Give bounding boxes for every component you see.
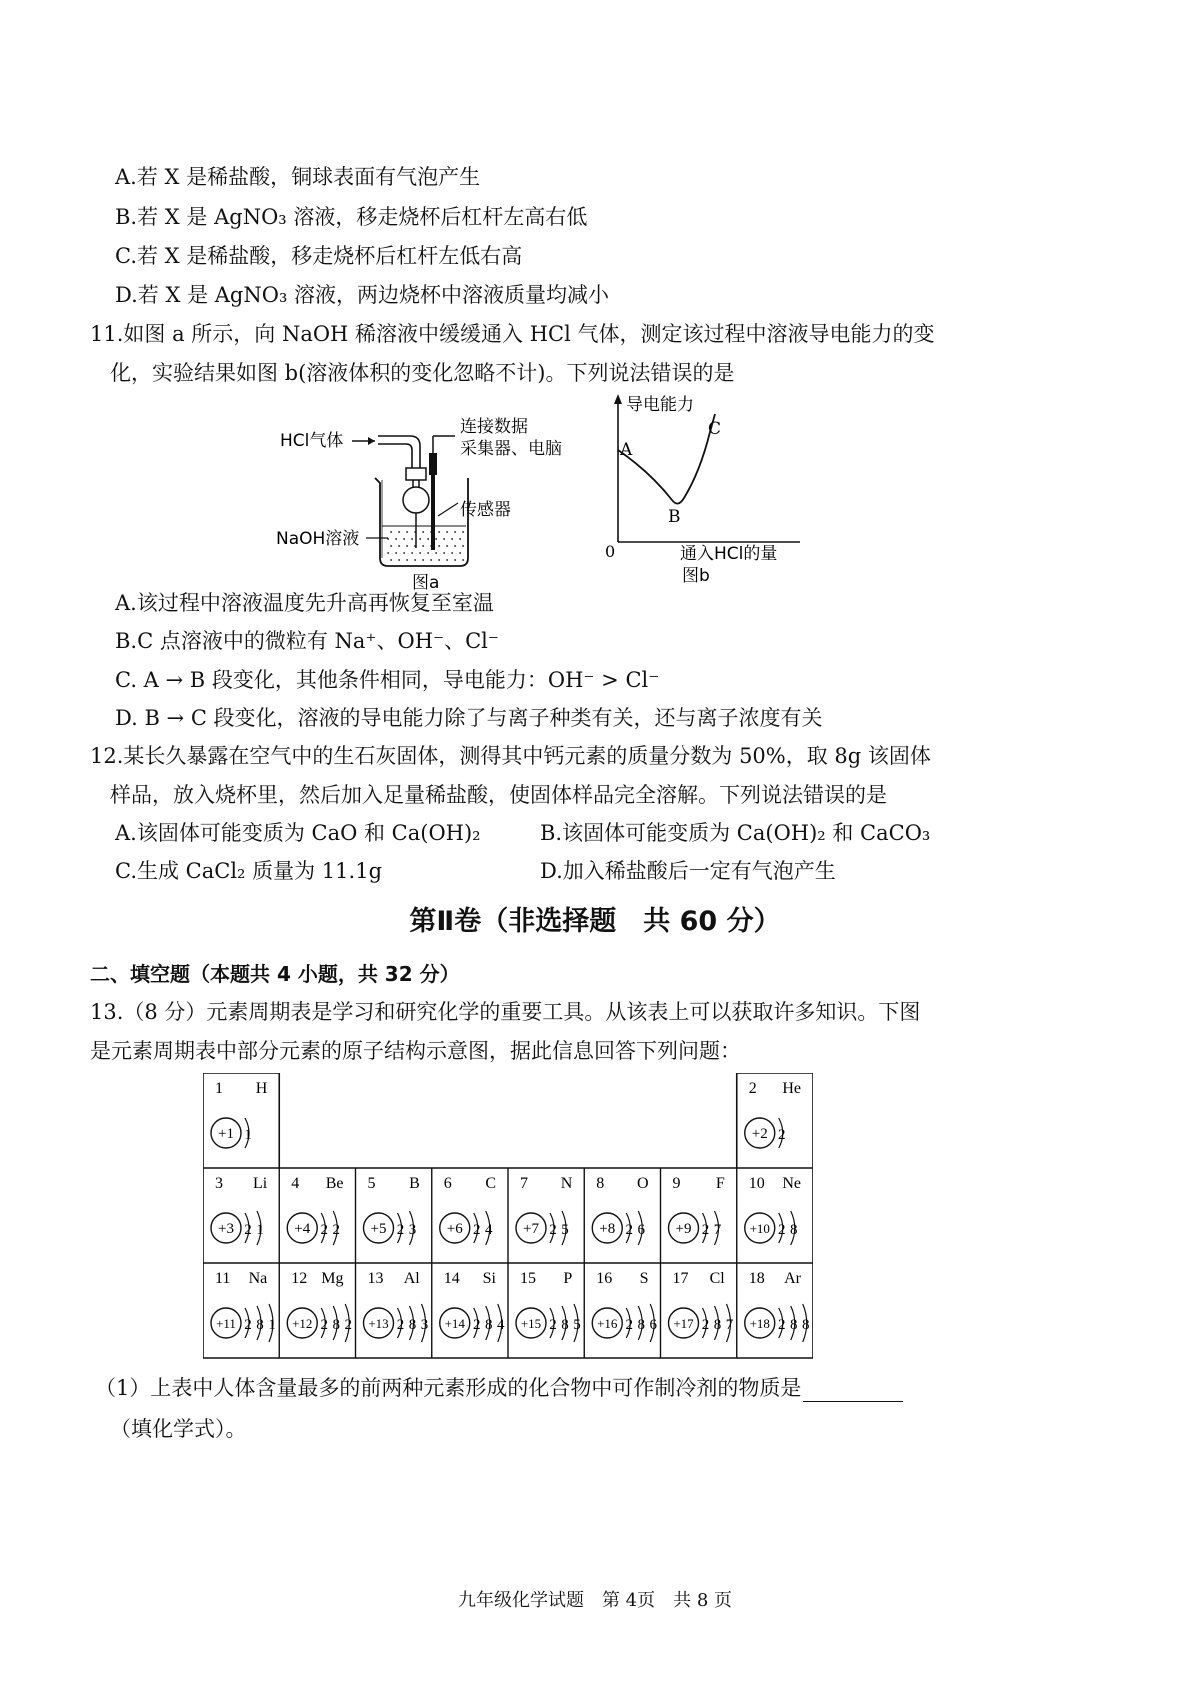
hcl-gas-label: HCl气体 [280, 431, 344, 451]
q13-stem-line1: 13.（8 分）元素周期表是学习和研究化学的重要工具。从该表上可以获取许多知识。下图 [90, 1000, 921, 1024]
element-symbol: C [485, 1175, 496, 1192]
electron-count: 2 [701, 1317, 710, 1333]
q13-sub1-text: （1）上表中人体含量最多的前两种元素形成的化合物中可作制冷剂的物质是 [95, 1376, 802, 1400]
element-cell-cl [669, 1270, 734, 1342]
atomic-number: 6 [443, 1175, 452, 1192]
element-symbol: Li [253, 1175, 268, 1192]
electron-count: 2 [332, 1222, 340, 1238]
electron-count: 4 [497, 1317, 505, 1333]
atomic-number: 12 [291, 1270, 308, 1287]
q11-stem-line2: 化，实验结果如图 b(溶液体积的变化忽略不计)。下列说法错误的是 [110, 361, 735, 385]
element-symbol: B [409, 1175, 420, 1192]
element-cell-f [669, 1175, 725, 1245]
element-cell-na [211, 1270, 276, 1342]
q12-stem-line2: 样品，放入烧杯里，然后加入足量稀盐酸，使固体样品完全溶解。下列说法错误的是 [110, 783, 887, 807]
q10-option-c: C.若 X 是稀盐酸，移走烧杯后杠杆左低右高 [115, 244, 523, 268]
nuclear-charge: +9 [675, 1221, 692, 1237]
nuclear-charge: +6 [446, 1221, 463, 1237]
electron-count: 8 [561, 1317, 569, 1333]
electron-count: 2 [320, 1317, 328, 1333]
element-cell-ar [745, 1270, 810, 1342]
electron-count: 2 [396, 1222, 405, 1238]
q13-stem-line2: 是元素周期表中部分元素的原子结构示意图，据此信息回答下列问题： [90, 1039, 741, 1063]
answer-blank[interactable] [803, 1381, 903, 1402]
periodic-table-diagram [203, 1073, 813, 1359]
element-cell-be [287, 1175, 343, 1245]
point-a-label: A [620, 440, 633, 460]
element-cell-ne [745, 1175, 801, 1245]
q10-option-d: D.若 X 是 AgNO₃ 溶液，两边烧杯中溶液质量均减小 [115, 283, 610, 307]
electron-count: 7 [713, 1222, 722, 1238]
atomic-number: 9 [672, 1175, 681, 1192]
electron-count: 2 [396, 1317, 405, 1333]
sensor-label: 传感器 [460, 500, 511, 520]
atomic-number: 1 [215, 1080, 223, 1097]
element-cell-s [592, 1270, 657, 1342]
atomic-number: 15 [520, 1270, 536, 1287]
atomic-number: 13 [367, 1270, 384, 1287]
electron-count: 2 [625, 1317, 633, 1333]
atomic-number: 11 [215, 1270, 231, 1287]
element-cell-al [364, 1270, 429, 1342]
atomic-number: 5 [367, 1175, 376, 1192]
q12-option-d: D.加入稀盐酸后一定有气泡产生 [540, 859, 836, 883]
nuclear-charge: +16 [597, 1316, 618, 1331]
q13-sub1 [95, 1374, 903, 1402]
element-symbol: N [560, 1175, 573, 1192]
solution-dots [387, 531, 464, 561]
electron-count: 2 [549, 1222, 557, 1238]
element-cell-p [516, 1270, 581, 1342]
q12-option-a: A.该固体可能变质为 CaO 和 Ca(OH)₂ [115, 821, 481, 845]
element-symbol: Al [403, 1270, 420, 1287]
electron-count: 8 [485, 1317, 493, 1333]
electron-count: 8 [332, 1317, 340, 1333]
element-symbol: F [715, 1175, 725, 1192]
electron-count: 8 [713, 1317, 722, 1333]
nuclear-charge: +18 [749, 1316, 770, 1331]
element-symbol: S [639, 1270, 649, 1287]
electron-count: 7 [725, 1317, 734, 1333]
nuclear-charge: +10 [749, 1221, 770, 1236]
element-symbol: Ne [782, 1175, 801, 1192]
electron-count: 8 [790, 1222, 798, 1238]
nuclear-charge: +13 [368, 1316, 389, 1331]
nuclear-charge: +11 [216, 1316, 236, 1331]
nuclear-charge: +17 [673, 1316, 694, 1331]
electron-count: 2 [473, 1222, 481, 1238]
electron-count: 8 [790, 1317, 798, 1333]
electron-count: 8 [256, 1317, 264, 1333]
atomic-number: 10 [748, 1175, 765, 1192]
nuclear-charge: +14 [444, 1316, 465, 1331]
electron-count: 2 [549, 1317, 557, 1333]
q11-option-c: C. A → B 段变化，其他条件相同，导电能力：OH⁻ > Cl⁻ [115, 668, 660, 692]
electron-count: 8 [802, 1317, 810, 1333]
element-symbol: He [782, 1080, 801, 1097]
atomic-number: 2 [748, 1080, 757, 1097]
element-symbol: Ar [784, 1270, 801, 1287]
q10-option-b: B.若 X 是 AgNO₃ 溶液，移走烧杯后杠杆左高右低 [115, 205, 588, 229]
electron-count: 2 [344, 1317, 352, 1333]
element-cell-he [745, 1080, 801, 1148]
q12-option-b: B.该固体可能变质为 Ca(OH)₂ 和 CaCO₃ [540, 821, 931, 845]
atomic-number: 4 [291, 1175, 300, 1192]
electron-count: 2 [778, 1222, 786, 1238]
element-symbol: Be [325, 1175, 344, 1192]
figure-b-caption: 图b [682, 566, 710, 586]
element-symbol: Cl [709, 1270, 725, 1287]
q13-sub1-tail: （填化学式）。 [110, 1417, 247, 1441]
element-cell-b [364, 1175, 420, 1245]
nuclear-charge: +12 [292, 1316, 313, 1331]
point-c-label: C [708, 419, 722, 439]
element-symbol: P [563, 1270, 573, 1287]
figure-a-caption: 图a [412, 573, 440, 593]
y-axis-label: 导电能力 [626, 395, 694, 415]
q11-option-b: B.C 点溶液中的微粒有 Na⁺、OH⁻、Cl⁻ [115, 629, 499, 653]
figure-a-apparatus [270, 408, 600, 593]
electron-count: 2 [778, 1317, 786, 1333]
nuclear-charge: +8 [599, 1221, 616, 1237]
nuclear-charge: +15 [520, 1316, 542, 1331]
connect-label-1: 连接数据 [460, 417, 528, 437]
element-cell-n [516, 1175, 573, 1245]
q12-stem-line1: 12.某长久暴露在空气中的生石灰固体，测得其中钙元素的质量分数为 50%，取 8g 该固体 [90, 744, 931, 768]
electron-count: 2 [244, 1317, 252, 1333]
naoh-label: NaOH溶液 [276, 529, 360, 549]
atomic-number: 16 [596, 1270, 613, 1287]
element-symbol: Na [248, 1270, 268, 1287]
element-cell-li [211, 1175, 268, 1245]
electron-count: 5 [573, 1317, 581, 1333]
page-footer: 九年级化学试题 第 4页 共 8 页 [457, 1590, 733, 1611]
part2-title: 第Ⅱ卷（非选择题 共 60 分） [409, 906, 781, 937]
conductivity-curve [618, 414, 715, 504]
nuclear-charge: +3 [218, 1221, 234, 1237]
q11-option-a: A.该过程中溶液温度先升高再恢复至室温 [115, 591, 494, 615]
atomic-number: 14 [443, 1270, 460, 1287]
nuclear-charge: +4 [294, 1221, 311, 1237]
nuclear-charge: +1 [218, 1126, 234, 1142]
electron-count: 1 [244, 1127, 252, 1143]
element-cell-o [592, 1175, 648, 1245]
electron-count: 3 [408, 1222, 417, 1238]
nuclear-charge: +7 [523, 1221, 539, 1237]
atomic-number: 17 [672, 1270, 689, 1287]
electron-count: 8 [637, 1317, 645, 1333]
connect-label-2: 采集器、电脑 [460, 439, 562, 459]
element-symbol: O [636, 1175, 649, 1192]
element-cell-c [440, 1175, 496, 1245]
electron-count: 2 [320, 1222, 328, 1238]
electron-count: 5 [561, 1222, 569, 1238]
atomic-number: 7 [520, 1175, 528, 1192]
electron-count: 2 [778, 1127, 786, 1143]
element-symbol: Mg [321, 1270, 344, 1287]
element-cell-si [440, 1270, 505, 1342]
electron-count: 8 [408, 1317, 417, 1333]
electron-count: 3 [420, 1317, 429, 1333]
electron-count: 6 [637, 1222, 645, 1238]
element-symbol: Si [482, 1270, 496, 1287]
element-cell-mg [287, 1270, 352, 1342]
electron-count: 2 [473, 1317, 481, 1333]
figure-b-graph [600, 392, 810, 592]
element-cell-h [211, 1080, 268, 1148]
electron-count: 1 [268, 1317, 276, 1333]
atomic-number: 18 [748, 1270, 765, 1287]
nuclear-charge: +2 [751, 1126, 768, 1142]
nuclear-charge: +5 [370, 1221, 387, 1237]
origin-label: 0 [605, 542, 616, 561]
x-axis-label: 通入HCl的量 [680, 544, 778, 564]
electron-count: 2 [701, 1222, 710, 1238]
electron-count: 4 [485, 1222, 493, 1238]
element-symbol: H [255, 1080, 268, 1097]
electron-count: 1 [256, 1222, 264, 1238]
electron-count: 6 [649, 1317, 657, 1333]
q11-stem-line1: 11.如图 a 所示，向 NaOH 稀溶液中缓缓通入 HCl 气体，测定该过程中溶液导电能力的变 [90, 322, 935, 346]
atomic-number: 3 [215, 1175, 223, 1192]
point-b-label: B [668, 507, 681, 527]
q12-option-c: C.生成 CaCl₂ 质量为 11.1g [115, 859, 383, 883]
q11-option-d: D. B → C 段变化，溶液的导电能力除了与离子种类有关，还与离子浓度有关 [115, 706, 823, 730]
electron-count: 2 [244, 1222, 252, 1238]
section-2-heading: 二、填空题（本题共 4 小题，共 32 分） [90, 962, 460, 986]
electron-count: 2 [625, 1222, 633, 1238]
q10-option-a: A.若 X 是稀盐酸，铜球表面有气泡产生 [115, 165, 481, 189]
atomic-number: 8 [596, 1175, 605, 1192]
